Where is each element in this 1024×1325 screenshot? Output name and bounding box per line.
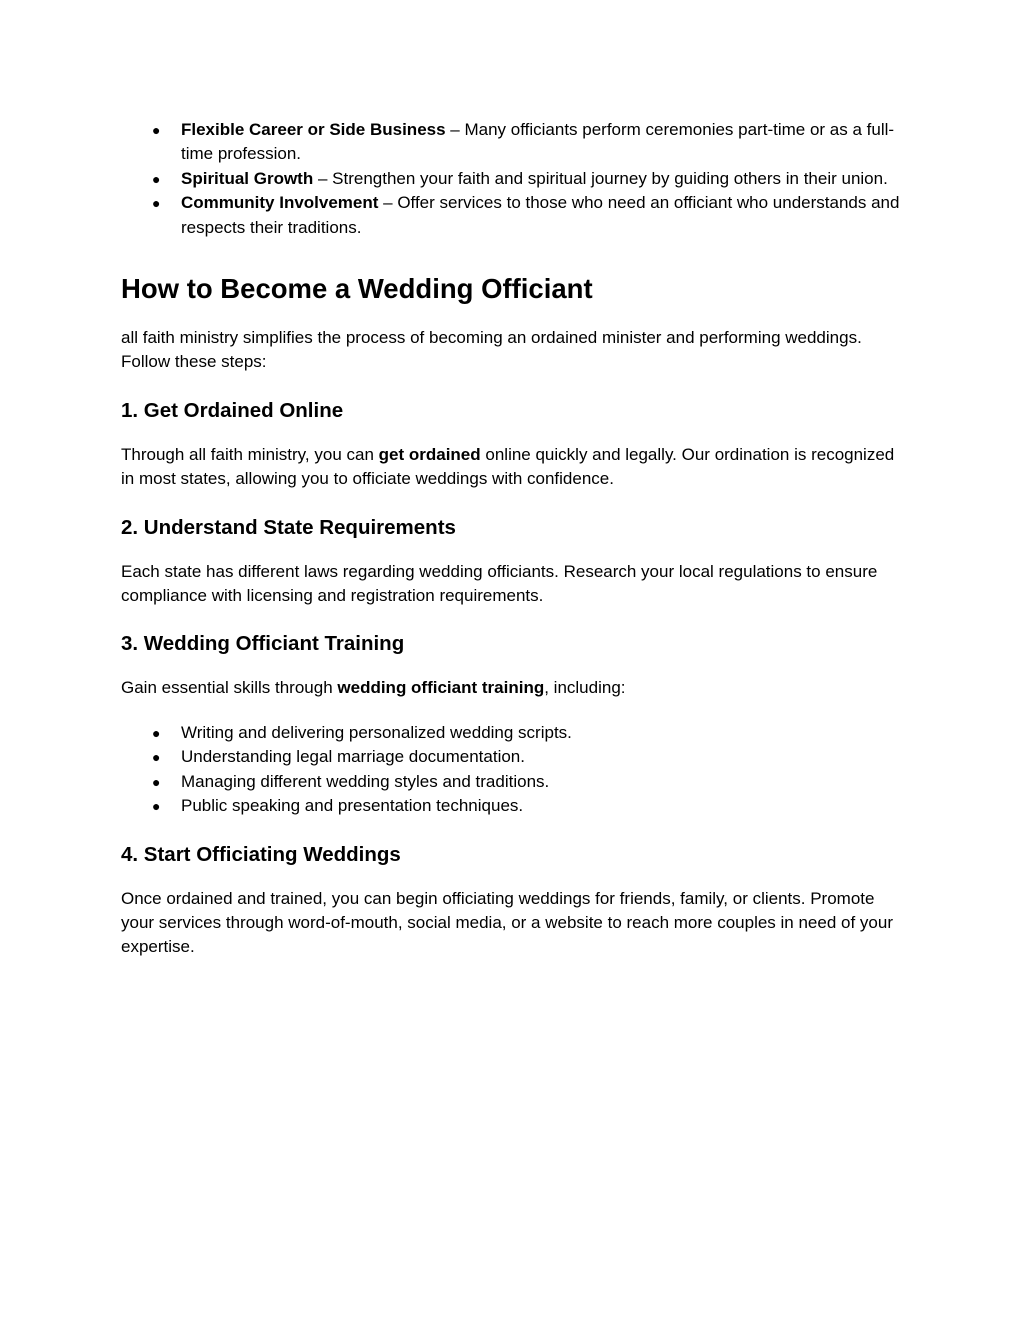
- step-1-text: [121, 443, 911, 492]
- bullet-icon: ●: [152, 773, 161, 790]
- step-1-heading: 1. Get Ordained Online: [121, 398, 344, 422]
- benefits-list: [121, 118, 911, 240]
- benefit-title: Spiritual Growth: [181, 168, 314, 188]
- bullet-icon: ●: [152, 749, 161, 766]
- training-emphasis: wedding officiant training: [337, 678, 545, 698]
- section-heading: How to Become a Wedding Officiant: [121, 273, 593, 305]
- list-item: [121, 118, 911, 167]
- list-item: [121, 191, 911, 240]
- training-item: Public speaking and presentation techniques.: [181, 796, 524, 816]
- training-item: Managing different wedding styles and traditions.: [181, 771, 550, 791]
- bullet-icon: ●: [152, 724, 161, 741]
- get-ordained-emphasis: get ordained: [378, 444, 481, 464]
- list-item: [121, 770, 911, 794]
- list-item: [121, 167, 911, 191]
- training-item: Understanding legal marriage documentation.: [181, 747, 525, 767]
- training-list: [121, 721, 911, 819]
- step-3-text: [121, 676, 911, 700]
- section-intro: all faith ministry simplifies the process of becoming an ordained minister and performing weddings. Follow these steps:: [121, 328, 862, 372]
- bullet-icon: ●: [152, 195, 161, 212]
- benefit-text: – Strengthen your faith and spiritual journey by guiding others in their union.: [313, 168, 888, 188]
- step-3-text-end: , including:: [544, 678, 626, 698]
- step-2-heading: 2. Understand State Requirements: [121, 515, 456, 539]
- step-3-text-start: Gain essential skills through: [121, 678, 338, 698]
- training-item: Writing and delivering personalized wedding scripts.: [181, 722, 572, 742]
- step-1-text-start: Through all faith ministry, you can: [121, 444, 379, 464]
- list-item: [121, 794, 911, 818]
- benefit-text: – Many officiants perform ceremonies part-time or as a full-time profession.: [181, 120, 895, 164]
- bullet-icon: ●: [152, 798, 161, 815]
- benefit-text: – Offer services to those who need an officiant who understands and respects their traditions.: [181, 193, 900, 237]
- list-item: [121, 745, 911, 769]
- document-page: [121, 118, 911, 960]
- benefit-title: Flexible Career or Side Business: [181, 120, 446, 139]
- step-4-heading: 4. Start Officiating Weddings: [121, 842, 401, 866]
- benefit-title: Community Involvement: [181, 193, 379, 213]
- bullet-icon: ●: [152, 122, 161, 138]
- step-1-text-end: online quickly and legally. Our ordination is recognized in most states, allowing you to officiate weddings with confidence.: [121, 444, 895, 489]
- list-item: [121, 721, 911, 745]
- step-2-text: Each state has different laws regarding wedding officiants. Research your local regulations to ensure compliance with licensing and registration requirements.: [121, 561, 878, 606]
- bullet-icon: ●: [152, 170, 161, 187]
- step-3-heading: 3. Wedding Officiant Training: [121, 632, 405, 656]
- step-4-text: Once ordained and trained, you can begin officiating weddings for friends, family, or clients. Promote your services through word-of-mouth, social media, or a website to reach more couples in need of your expertise.: [121, 888, 893, 957]
